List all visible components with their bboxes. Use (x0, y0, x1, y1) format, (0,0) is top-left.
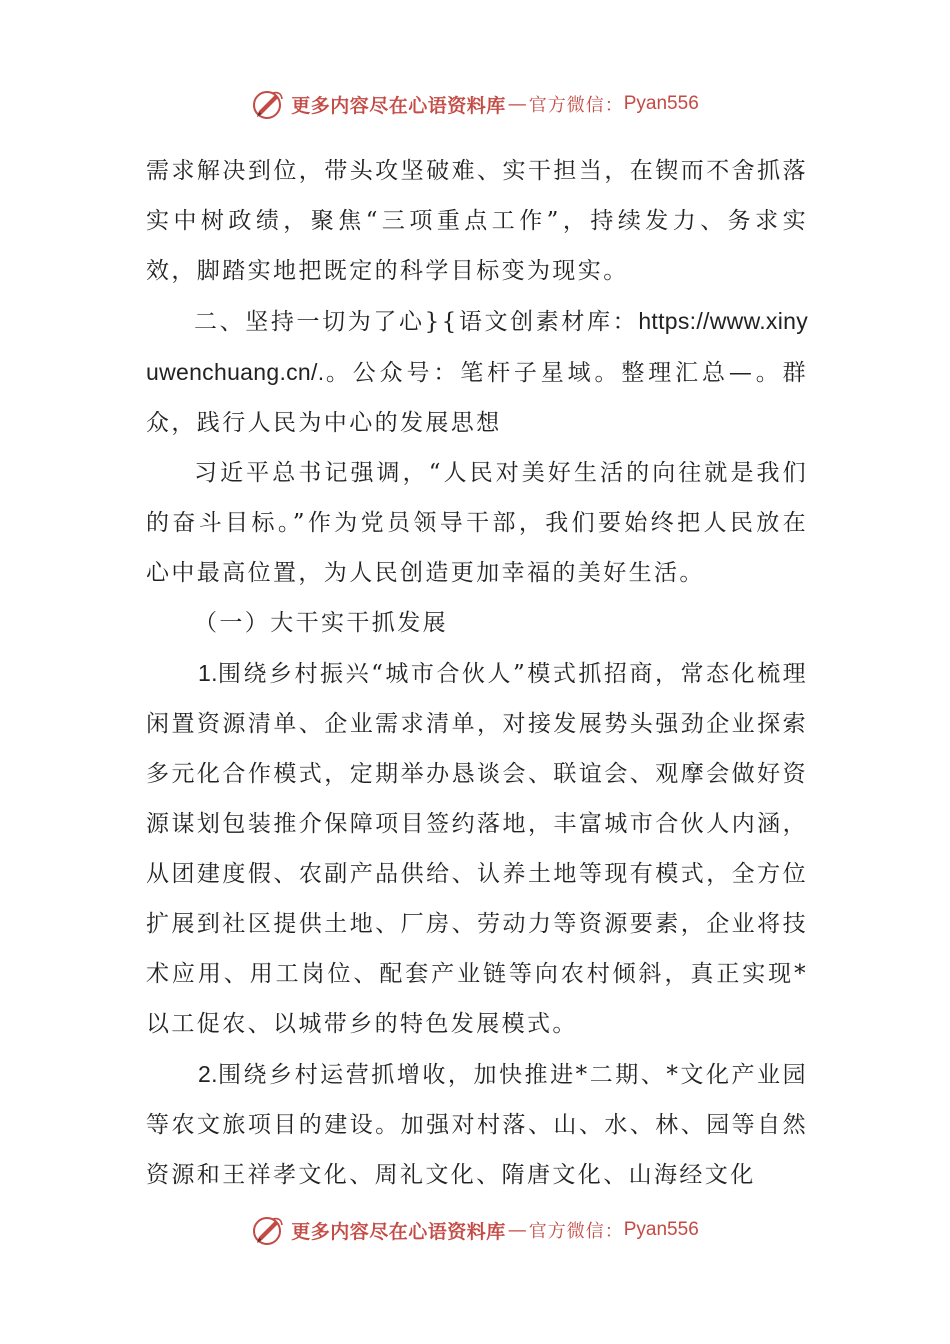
header-banner (0, 84, 950, 124)
banner-wechat-id: Pyan556 (623, 1219, 699, 1240)
banner-wechat-label: 官方微信： (528, 1221, 624, 1242)
banner-dash: — (507, 93, 527, 115)
banner-dash: — (507, 1219, 527, 1241)
document-body (146, 146, 808, 1200)
paragraph-3: 习近平总书记强调，“人民对美好生活的向往就是我们的奋斗目标。”作为党员领导干部，我们要始终把人民放在心中最高位置，为人民创造更加幸福的美好生活。 (146, 460, 808, 586)
pen-logo-icon (251, 1213, 285, 1247)
item-text-1: 围绕乡村振兴“城市合伙人”模式抓招商，常态化梳理闲置资源清单、企业需求清单，对接发展势头强劲企业探索多元化合作模式，定期举办恳谈会、联谊会、观摩会做好资源谋划包装推介保障项目签约落地，丰富城市合伙人内涵，从团建度假、农副产品供给、认养土地等现有模式，全方位扩展到社区提供土地、厂房、劳动力等资源要素，企业将技术应用、用工岗位、配套产业链等向农村倾斜，真正实现*以工促农、以城带乡的特色发展模式。 (146, 661, 808, 1037)
pen-logo-icon (251, 87, 285, 121)
banner-wechat-id: Pyan556 (623, 93, 699, 114)
item-number-2: 2. (198, 1061, 218, 1087)
footer-banner (0, 1210, 950, 1250)
item-number-1: 1. (198, 660, 218, 686)
banner-text: 更多内容尽在心语资料库 (291, 94, 506, 117)
section-heading: （一）大干实干抓发展 (194, 610, 448, 636)
banner-wechat-label: 官方微信： (528, 95, 624, 116)
paragraph-2 (146, 296, 808, 448)
paragraph-2-heading: 二、坚持一切为了心}{语文创素材库： (194, 309, 639, 335)
source-url-link[interactable]: https://www.xinyuwenchuang.cn/. (146, 308, 808, 385)
paragraph-item-2 (146, 1049, 808, 1200)
paragraph-2-tail: 。公众号：笔杆子星域。整理汇总—。群众，践行人民为中心的发展思想 (146, 360, 808, 436)
item-text-2: 围绕乡村运营抓增收，加快推进*二期、*文化产业园等农文旅项目的建设。加强对村落、山、水、林、园等自然资源和王祥孝文化、周礼文化、隋唐文化、山海经文化 (146, 1062, 808, 1188)
paragraph-1: 需求解决到位，带头攻坚破难、实干担当，在锲而不舍抓落实中树政绩，聚焦“三项重点工作”，持续发力、务求实效，脚踏实地把既定的科学目标变为现实。 (146, 158, 808, 284)
paragraph-item-1 (146, 648, 808, 1049)
banner-text: 更多内容尽在心语资料库 (291, 1220, 506, 1243)
